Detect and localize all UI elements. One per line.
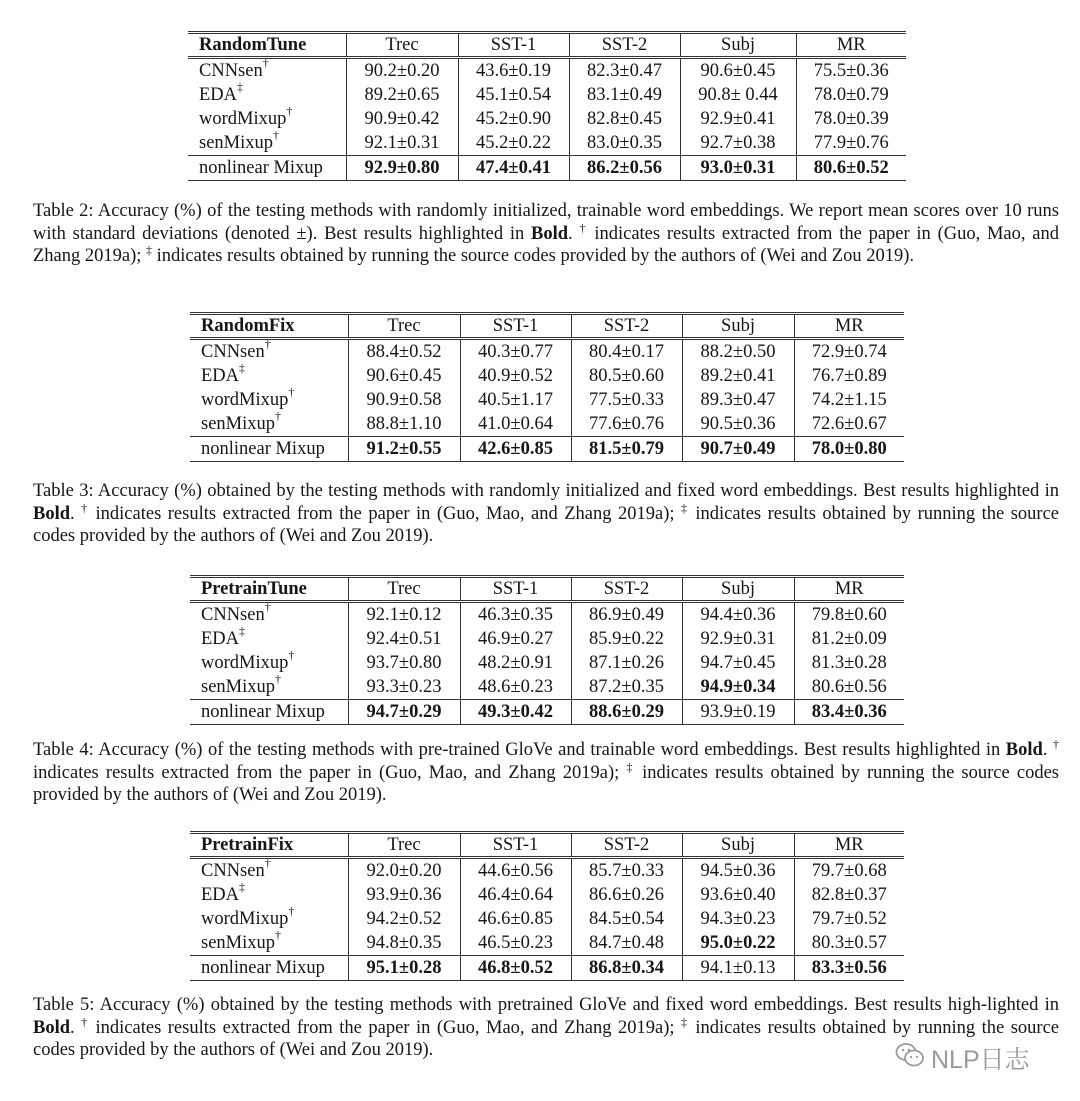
table-cell: 92.9±0.80 [346,156,458,181]
table-cell: 86.9±0.49 [571,602,682,628]
method-label [190,437,348,462]
table-cell: 85.9±0.22 [571,627,682,651]
table-row [190,675,904,700]
table-cell: 88.4±0.52 [348,339,460,365]
method-label [190,671,348,700]
table-cell: 83.4±0.36 [794,700,904,725]
footnote-mark: ‡ [239,360,246,375]
caption-text: indicates results extracted from the paper in (Guo, Mao, and Zhang 2019a); [33,762,627,783]
table-cell: 77.6±0.76 [571,412,682,437]
table-cell: 90.8± 0.44 [680,83,796,107]
table-cell: 86.8±0.34 [571,956,682,981]
table-cell: 48.6±0.23 [460,675,571,700]
method-label [190,623,348,651]
caption-text: indicates results obtained by running the source codes provided by the authors of (Wei and Zou 2019). [152,246,914,266]
results-table-pretrain-fix [190,831,904,981]
footnote-mark: † [288,903,295,918]
table-cell: 45.2±0.22 [458,131,569,156]
footnote-mark: † [275,927,281,942]
table-header-row [190,314,904,339]
table-cell: 75.5±0.36 [796,58,906,84]
table-cell: 94.3±0.23 [682,907,794,931]
table-cell: 90.9±0.42 [346,107,458,131]
footnote-mark: ‡ [680,500,689,515]
table-cell: 94.8±0.35 [348,931,460,956]
table-row [190,907,904,931]
footnote-mark: † [275,408,281,423]
method-name: senMixup [201,932,275,953]
table-cell: 86.6±0.26 [571,883,682,907]
method-name: wordMixup [199,108,287,129]
method-label [190,956,348,981]
caption-bold: Bold [1005,740,1043,760]
caption-text: indicates results extracted from the paper in (Guo, Mao, and Zhang 2019a); [89,503,681,524]
table-cell: 95.1±0.28 [348,956,460,981]
column-header: SST-1 [460,577,571,602]
method-name: CNNsen [201,341,265,362]
column-header: Trec [348,833,460,858]
table-caption [33,480,1059,548]
table-body [190,855,904,981]
column-header: Subj [682,833,794,858]
method-label [190,360,348,388]
table-cell: 84.5±0.54 [571,907,682,931]
table-cell: 77.9±0.76 [796,131,906,156]
column-header: SST-2 [571,833,682,858]
footnote-mark: † [273,127,279,142]
footnote-mark: ‡ [626,759,635,774]
caption-bold: Bold [531,223,569,244]
table-cell: 46.8±0.52 [460,956,571,981]
table-cell: 80.4±0.17 [571,339,682,365]
table-cell: 82.8±0.45 [569,107,680,131]
table-header-row [190,833,904,858]
table-cell: 94.4±0.36 [682,602,794,628]
results-table-pretrain-tune [190,575,904,725]
caption-text: . [70,1017,82,1038]
footnote-mark: † [288,647,295,662]
method-label [190,927,348,956]
footnote-mark: † [264,599,271,614]
results-table-random-fix [190,312,904,462]
column-header: MR [796,33,906,58]
table-cell: 72.6±0.67 [794,412,904,437]
footnote-mark: ‡ [239,879,246,894]
table-cell: 92.4±0.51 [348,627,460,651]
method-name: senMixup [201,413,275,434]
table-body [190,336,904,462]
table-cell: 90.2±0.20 [346,58,458,84]
caption-text: Table 4: Accuracy (%) of the testing methods with pre-trained GloVe and trainable word embeddings. Best results highlighted in [33,740,1006,760]
table-row [188,107,906,131]
table-cell: 41.0±0.64 [460,412,571,437]
method-name: EDA [201,365,240,386]
table-cell: 93.3±0.23 [348,675,460,700]
caption-bold: Bold [33,503,71,524]
table-cell: 81.3±0.28 [794,651,904,675]
table-cell: 92.9±0.31 [682,627,794,651]
table-cell: 88.6±0.29 [571,700,682,725]
table-cell: 93.9±0.19 [682,700,794,725]
column-header: MR [794,314,904,339]
table-cell: 94.2±0.52 [348,907,460,931]
method-name: wordMixup [201,908,289,929]
footnote-mark: † [81,500,90,515]
caption-text: indicates results obtained by running the source codes provided by the authors of (Wei and Zou 2019). [33,762,1059,805]
table-setting-header: RandomFix [201,315,295,336]
table-setting-header: RandomTune [199,34,307,55]
footnote-mark: † [275,671,281,686]
table-header-row [190,577,904,602]
table-cell: 81.2±0.09 [794,627,904,651]
table-row [190,700,904,725]
method-name: senMixup [199,132,273,153]
table-cell: 94.9±0.34 [682,675,794,700]
table-cell: 90.6±0.45 [348,364,460,388]
table-row [188,83,906,107]
footnote-mark: † [1053,736,1059,751]
column-header: Subj [682,314,794,339]
method-label [190,336,348,365]
table-cell: 45.1±0.54 [458,83,569,107]
table-cell: 46.5±0.23 [460,931,571,956]
column-header: SST-1 [460,314,571,339]
table-row [190,627,904,651]
table-row [190,437,904,462]
caption-text: . [70,503,82,524]
caption-text: Table 3: Accuracy (%) obtained by the testing methods with randomly initialized and fixed word embeddings. Best results highlighted in [33,481,1059,501]
method-name: CNNsen [201,860,265,881]
table-cell: 90.6±0.45 [680,58,796,84]
method-name: nonlinear Mixup [201,957,325,978]
footnote-mark: ‡ [146,242,153,257]
table-cell: 89.3±0.47 [682,388,794,412]
table-cell: 93.9±0.36 [348,883,460,907]
table-setting-header: PretrainFix [201,834,294,855]
table-cell: 89.2±0.65 [346,83,458,107]
table-cell: 87.2±0.35 [571,675,682,700]
table-cell: 78.0±0.39 [796,107,906,131]
table-row [188,156,906,181]
method-label [190,855,348,884]
table-cell: 78.0±0.80 [794,437,904,462]
method-label [190,384,348,412]
column-header: MR [794,833,904,858]
table-cell: 78.0±0.79 [796,83,906,107]
table-cell: 95.0±0.22 [682,931,794,956]
table-row [190,651,904,675]
table-row [188,131,906,156]
table-cell: 77.5±0.33 [571,388,682,412]
column-header: SST-2 [571,577,682,602]
column-header: SST-1 [458,33,569,58]
table-cell: 88.2±0.50 [682,339,794,365]
method-label [190,408,348,437]
table-cell: 46.6±0.85 [460,907,571,931]
table-row [190,931,904,956]
table-cell: 49.3±0.42 [460,700,571,725]
table-cell: 79.7±0.52 [794,907,904,931]
caption-text: indicates results extracted from the paper in (Guo, Mao, and Zhang 2019a); [33,223,1059,266]
caption-text: Table 2: Accuracy (%) of the testing methods with randomly initialized, trainable word embeddings. We report mean scores over 10 runs with standard deviations (denoted ±). Best results highlighted in [33,201,1059,244]
footnote-mark: ‡ [237,79,244,94]
method-name: nonlinear Mixup [199,157,323,178]
table-cell: 80.3±0.57 [794,931,904,956]
table-cell: 40.9±0.52 [460,364,571,388]
method-name: wordMixup [201,652,289,673]
table-setting-header: PretrainTune [201,578,307,599]
table-cell: 93.7±0.80 [348,651,460,675]
table-cell: 94.7±0.29 [348,700,460,725]
table-row [190,388,904,412]
method-name: nonlinear Mixup [201,438,325,459]
table-cell: 94.1±0.13 [682,956,794,981]
table-caption [33,736,1059,807]
table-cell: 43.6±0.19 [458,58,569,84]
table-cell: 92.1±0.31 [346,131,458,156]
table-cell: 46.3±0.35 [460,602,571,628]
table-cell: 83.0±0.35 [569,131,680,156]
method-label [190,903,348,931]
table-cell: 79.7±0.68 [794,858,904,884]
footnote-mark: † [579,220,588,235]
table-body [188,55,906,181]
column-header: MR [794,577,904,602]
caption-text: indicates results obtained by running the source codes provided by the authors of (Wei and Zou 2019). [33,503,1060,546]
table-row [190,339,904,365]
table-cell: 83.1±0.49 [569,83,680,107]
table-cell: 89.2±0.41 [682,364,794,388]
table-cell: 40.3±0.77 [460,339,571,365]
table-cell: 80.5±0.60 [571,364,682,388]
table-cell: 80.6±0.56 [794,675,904,700]
table-cell: 90.9±0.58 [348,388,460,412]
table-cell: 90.7±0.49 [682,437,794,462]
table-cell: 86.2±0.56 [569,156,680,181]
table-cell: 81.5±0.79 [571,437,682,462]
table-row [188,58,906,84]
wechat-icon [895,1042,925,1075]
table-cell: 88.8±1.10 [348,412,460,437]
method-label [190,700,348,725]
column-header: SST-2 [569,33,680,58]
table-cell: 93.6±0.40 [682,883,794,907]
method-label [188,79,346,107]
method-name: CNNsen [199,60,263,81]
column-header: Trec [348,577,460,602]
method-label [188,55,346,84]
method-label [188,127,346,156]
table-cell: 92.0±0.20 [348,858,460,884]
footnote-mark: † [286,103,293,118]
column-header: Subj [680,33,796,58]
table-row [190,602,904,628]
footnote-mark: † [262,55,269,70]
footnote-mark: † [81,1014,90,1029]
method-label [190,647,348,675]
method-name: EDA [199,84,238,105]
column-header: Trec [348,314,460,339]
table-header-row [188,33,906,58]
table-row [190,956,904,981]
caption-bold: Bold [33,1017,71,1038]
table-cell: 82.8±0.37 [794,883,904,907]
table-row [190,364,904,388]
table-cell: 94.5±0.36 [682,858,794,884]
footnote-mark: † [264,336,271,351]
method-name: CNNsen [201,604,265,625]
table-cell: 83.3±0.56 [794,956,904,981]
table-cell: 46.9±0.27 [460,627,571,651]
footnote-mark: † [288,384,295,399]
table-cell: 90.5±0.36 [682,412,794,437]
caption-text: indicates results obtained by running the source codes provided by the authors of (Wei and Zou 2019). [33,1017,1060,1060]
table-cell: 92.9±0.41 [680,107,796,131]
method-name: EDA [201,884,240,905]
watermark [895,1040,1030,1076]
column-header: SST-2 [571,314,682,339]
table-cell: 93.0±0.31 [680,156,796,181]
table-row [190,883,904,907]
table-caption [33,200,1059,268]
caption-text: . [1042,740,1053,760]
method-name: senMixup [201,676,275,697]
table-body [190,599,904,725]
table-cell: 48.2±0.91 [460,651,571,675]
method-name: nonlinear Mixup [201,701,325,722]
table-cell: 79.8±0.60 [794,602,904,628]
footnote-mark: ‡ [680,1014,689,1029]
table-cell: 45.2±0.90 [458,107,569,131]
method-label [190,599,348,628]
table-cell: 92.1±0.12 [348,602,460,628]
table-cell: 80.6±0.52 [796,156,906,181]
caption-text: indicates results extracted from the paper in (Guo, Mao, and Zhang 2019a); [89,1017,681,1038]
table-cell: 46.4±0.64 [460,883,571,907]
table-cell: 47.4±0.41 [458,156,569,181]
table-row [190,412,904,437]
table-cell: 91.2±0.55 [348,437,460,462]
method-label [188,103,346,131]
method-label [190,879,348,907]
table-cell: 92.7±0.38 [680,131,796,156]
table-cell: 74.2±1.15 [794,388,904,412]
table-cell: 82.3±0.47 [569,58,680,84]
results-table-random-tune [188,31,906,181]
table-cell: 40.5±1.17 [460,388,571,412]
table-cell: 87.1±0.26 [571,651,682,675]
table-cell: 84.7±0.48 [571,931,682,956]
caption-text: . [568,223,580,244]
watermark-text: NLP日志 [931,1046,1030,1074]
footnote-mark: † [264,855,271,870]
table-cell: 72.9±0.74 [794,339,904,365]
method-name: EDA [201,628,240,649]
method-label [188,156,346,181]
footnote-mark: ‡ [239,623,246,638]
table-cell: 44.6±0.56 [460,858,571,884]
table-cell: 94.7±0.45 [682,651,794,675]
table-cell: 42.6±0.85 [460,437,571,462]
column-header: Subj [682,577,794,602]
table-cell: 76.7±0.89 [794,364,904,388]
table-cell: 85.7±0.33 [571,858,682,884]
table-row [190,858,904,884]
method-name: wordMixup [201,389,289,410]
column-header: Trec [346,33,458,58]
caption-text: Table 5: Accuracy (%) obtained by the testing methods with pretrained GloVe and fixed word embeddings. Best results high-lighted in [33,995,1059,1015]
column-header: SST-1 [460,833,571,858]
